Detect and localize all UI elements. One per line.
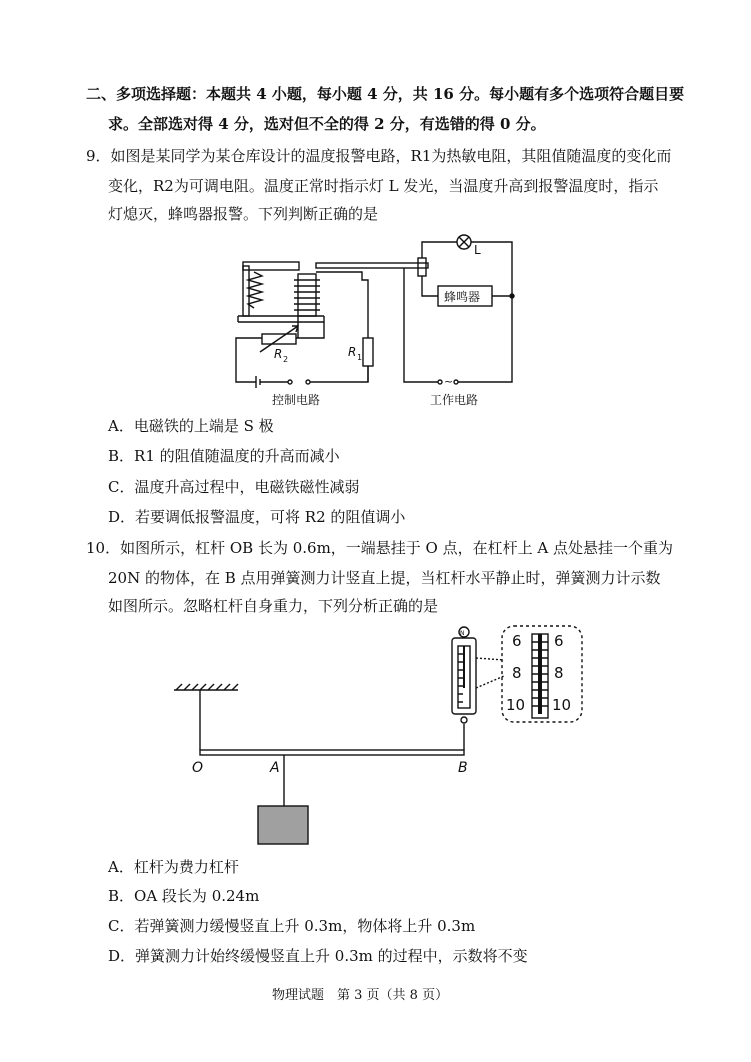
q10-stem-line2: 20N 的物体，在 B 点用弹簧测力计竖直上提，当杠杆水平静止时，弹簧测力计示数	[108, 569, 661, 587]
page-footer: 物理试题 第 3 页（共 8 页）	[272, 988, 449, 1003]
lamp-label: L	[474, 243, 481, 257]
r2-label: R	[274, 347, 283, 361]
q10-option-d: D．弹簧测力计始终缓慢竖直上升 0.3m 的过程中，示数将不变	[108, 947, 528, 965]
q10-option-c: C．若弹簧测力缓慢竖直上升 0.3m，物体将上升 0.3m	[108, 917, 476, 935]
r1-label: R	[348, 345, 357, 359]
q10-stem-line3: 如图所示。忽略杠杆自身重力，下列分析正确的是	[108, 597, 439, 615]
control-circuit-label: 控制电路	[272, 393, 321, 407]
r1-resistor	[363, 338, 373, 366]
q9-stem-line2: 变化，R2为可调电阻。温度正常时指示灯 L 发光，当温度升高到报警温度时，指示	[108, 177, 659, 195]
q9-circuit-diagram	[232, 228, 532, 408]
point-o-label: O	[192, 760, 204, 776]
q9-option-b: B．R1 的阻值随温度的升高而减小	[108, 447, 340, 465]
work-circuit-label: 工作电路	[430, 393, 479, 407]
section-header-line2: 求。全部选对得 4 分，选对但不全的得 2 分，有选错的得 0 分。	[108, 115, 546, 133]
q9-stem-line3: 灯熄灭，蜂鸣器报警。下列判断正确的是	[108, 205, 379, 223]
r1-subscript: 1	[357, 353, 363, 362]
lever-arm	[316, 263, 428, 268]
r2-subscript: 2	[283, 355, 289, 364]
work-wire-top	[422, 242, 458, 258]
q10-lever-diagram	[168, 620, 588, 850]
zoom-tick-8-left: 8	[512, 664, 522, 682]
armature-bar	[243, 262, 299, 270]
zoom-tick-10-left: 10	[506, 696, 526, 714]
scale-unit: N	[460, 630, 465, 637]
section-header-line1: 二、多项选择题：本题共 4 小题，每小题 4 分，共 16 分。每小题有多个选项符合题目要	[86, 85, 685, 103]
point-b-label: B	[458, 760, 468, 776]
q10-option-b: B．OA 段长为 0.24m	[108, 887, 260, 905]
point-a-label: A	[270, 760, 280, 776]
zoom-tick-10-right: 10	[552, 696, 572, 714]
zoom-tick-6-right: 6	[554, 632, 564, 650]
ac-symbol: ~	[444, 375, 454, 388]
ceiling-hatch	[176, 684, 238, 690]
zoom-tick-8-right: 8	[554, 664, 564, 682]
zoom-tick-6-left: 6	[512, 632, 522, 650]
control-switch-left	[288, 380, 292, 384]
q9-option-c: C．温度升高过程中，电磁铁磁性减弱	[108, 478, 360, 496]
pivot-post	[243, 266, 249, 316]
buzzer-label: 蜂鸣器	[444, 290, 481, 304]
q10-option-a: A．杠杆为费力杠杆	[108, 858, 239, 876]
spring	[248, 272, 262, 308]
contact-block	[418, 258, 426, 276]
weight-block	[258, 806, 308, 844]
lever-ob	[200, 750, 464, 755]
q9-option-d: D．若要调低报警温度，可将 R2 的阻值调小	[108, 508, 406, 526]
q9-option-a: A．电磁铁的上端是 S 极	[108, 417, 274, 435]
q9-stem-line1: 9．如图是某同学为某仓库设计的温度报警电路，R1为热敏电阻，其阻值随温度的变化而	[86, 147, 672, 165]
work-switch-right	[454, 380, 458, 384]
control-switch-right	[306, 380, 310, 384]
q10-stem-line1: 10．如图所示，杠杆 OB 长为 0.6m，一端悬挂于 O 点，在杠杆上 A 点处悬挂一个重为	[86, 539, 673, 557]
work-switch-left	[438, 380, 442, 384]
